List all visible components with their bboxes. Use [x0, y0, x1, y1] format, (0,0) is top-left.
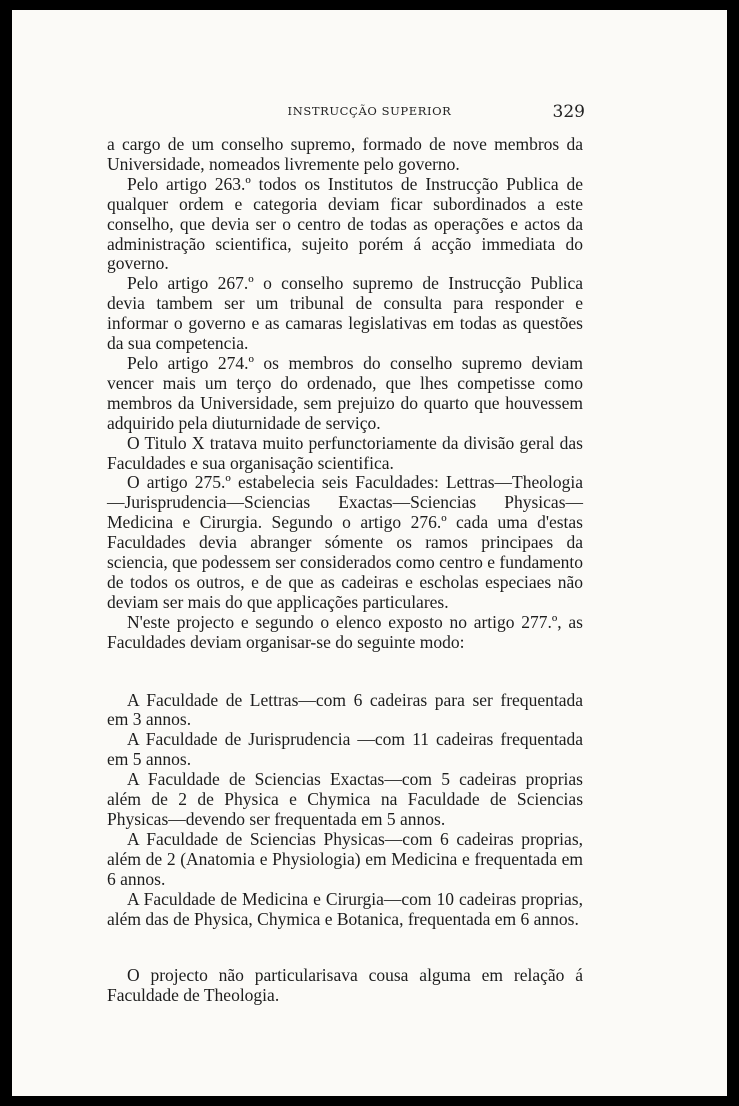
list-item: A Faculdade de Lettras—com 6 cadeiras para ser frequentada em 3 annos.: [107, 689, 583, 730]
paragraph: N'este projecto e segundo o elenco exposto no artigo 277.º, as Faculdades deviam organisar-se do seguinte modo:: [107, 611, 583, 652]
running-head: INSTRUCÇÃO SUPERIOR: [287, 104, 452, 118]
list-item: A Faculdade de Jurisprudencia —com 11 cadeiras frequentada em 5 annos.: [107, 729, 583, 770]
page-header: [12, 102, 727, 124]
page-number: 329: [552, 102, 585, 122]
list-item: A Faculdade de Sciencias Physicas—com 6 cadeiras proprias, além de 2 (Anatomia e Physiologia) em Medicina e frequentada em 6 annos.: [107, 828, 583, 889]
paragraph: O artigo 275.º estabelecia seis Faculdades: Lettras—Theologia—Jurisprudencia—Sciencias Exactas—Sciencias Physicas—Medicina e Cirurgia. Segundo o artigo 276.º cada uma d'estas Faculdades devia abranger sómente os ramos principaes da sciencia, que podessem ser considerados como centro e fundamento de todos os outros, e de que as cadeiras e escholas especiaes não deviam ser mais do que applicações particulares.: [107, 472, 583, 612]
paragraph: Pelo artigo 263.º todos os Institutos de Instrucção Publica de qualquer ordem e categoria deviam ficar subordinados a este conselho, que devia ser o centro de todas as operações e actos da administração scientifica, sujeito porém á acção immediata do governo.: [107, 173, 583, 274]
paragraph: a cargo de um conselho supremo, formado de nove membros da Universidade, nomeados livremente pelo governo.: [107, 134, 583, 174]
book-page: [12, 10, 727, 1096]
section-gap: [107, 653, 583, 691]
paragraph: Pelo artigo 267.º o conselho supremo de Instrucção Publica devia tambem ser um tribunal de consulta para responder e informar o governo e as camaras legislativas em todas as questões da sua competencia.: [107, 273, 583, 354]
body-text: [107, 135, 583, 1006]
list-item: A Faculdade de Sciencias Exactas—com 5 cadeiras proprias além de 2 de Physica e Chymica na Faculdade de Sciencias Physicas—devendo ser frequentada em 5 annos.: [107, 769, 583, 829]
paragraph: Pelo artigo 274.º os membros do conselho supremo deviam vencer mais um terço do ordenado, que lhes competisse como membros da Universidade, sem prejuizo do quarto que houvessem adquirido pela diuturnidade de serviço.: [107, 352, 583, 433]
paragraph: O Titulo X tratava muito perfunctoriamente da divisão geral das Faculdades e sua organisação scientifica.: [107, 432, 583, 473]
closing-paragraph: O projecto não particularisava cousa alguma em relação á Faculdade de Theologia.: [107, 965, 583, 1006]
section-gap: [107, 929, 583, 966]
list-item: A Faculdade de Medicina e Cirurgia—com 10 cadeiras proprias, além das de Physica, Chymica e Botanica, frequentada em 6 annos.: [107, 888, 583, 929]
